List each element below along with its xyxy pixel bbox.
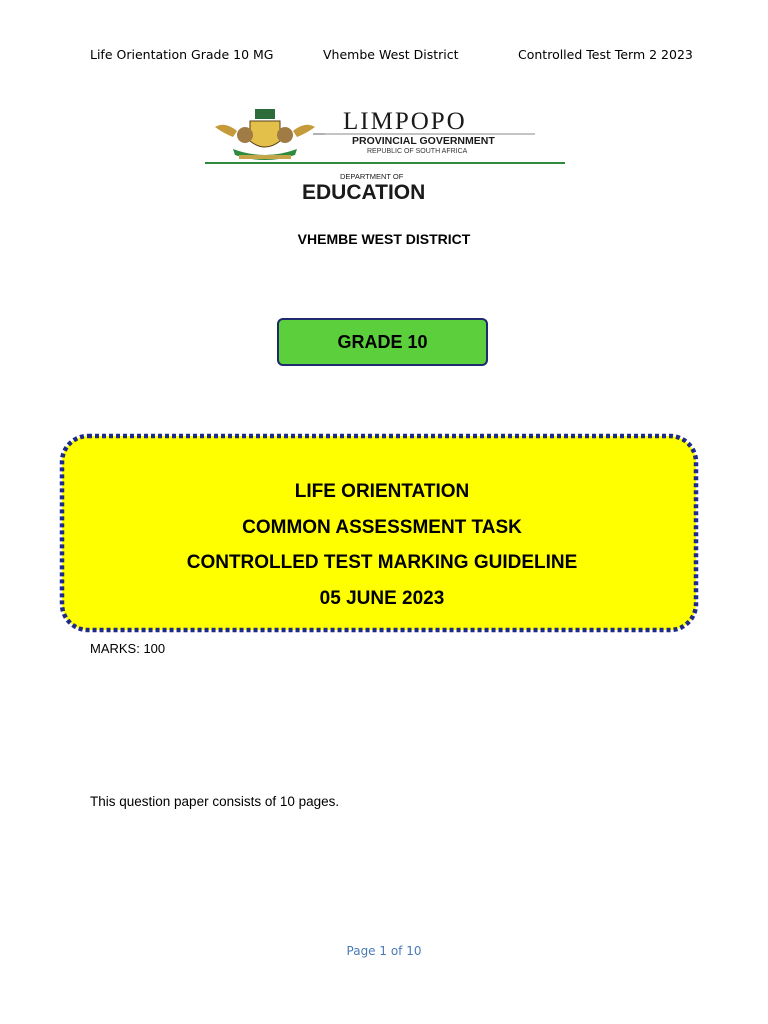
header-test: Controlled Test Term 2 2023 xyxy=(518,47,693,62)
title-date: 05 JUNE 2023 xyxy=(319,587,445,609)
logo-province: LIMPOPO xyxy=(343,108,467,135)
marks-total: MARKS: 100 xyxy=(90,641,166,656)
logo-government: PROVINCIAL GOVERNMENT xyxy=(352,135,495,147)
page-count-note: This question paper consists of 10 pages. xyxy=(90,794,340,809)
logo-country: REPUBLIC OF SOUTH AFRICA xyxy=(367,148,468,155)
coat-of-arms-icon xyxy=(215,109,315,160)
title-subject: LIFE ORIENTATION xyxy=(294,481,470,502)
logo-department-of: DEPARTMENT OF xyxy=(340,172,404,181)
header-subject: Life Orientation Grade 10 MG xyxy=(90,47,274,62)
header-district: Vhembe West District xyxy=(323,47,459,62)
logo-department: EDUCATION xyxy=(302,181,426,203)
page-number: Page 1 of 10 xyxy=(346,944,422,958)
title-task: COMMON ASSESSMENT TASK xyxy=(242,516,522,538)
district-heading: VHEMBE WEST DISTRICT xyxy=(297,231,471,247)
logo-divider xyxy=(205,162,565,164)
grade-badge: GRADE 10 xyxy=(277,318,488,366)
title-block xyxy=(62,474,702,616)
title-guideline: CONTROLLED TEST MARKING GUIDELINE xyxy=(186,552,578,573)
limpopo-education-logo xyxy=(205,103,565,203)
